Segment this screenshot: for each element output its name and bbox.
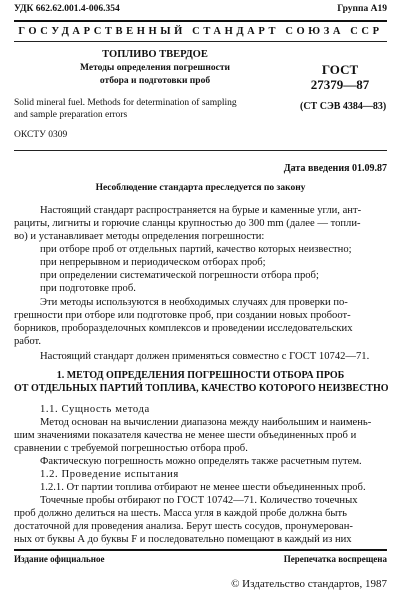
body-line: Настоящий стандарт должен применяться совместно с ГОСТ 10742—71. bbox=[40, 351, 370, 362]
body-line: грешности при отборе или подготовке проб, при создании новых пробоот- bbox=[14, 310, 351, 321]
body-line: при непрерывном и периодическом отборах проб; bbox=[40, 257, 266, 268]
section-line: сравнении с требуемой погрешностью отбора проб. bbox=[14, 443, 248, 454]
body-line: при определении систематической погрешности отбора проб; bbox=[40, 270, 319, 281]
official-edition-note: Издание официальное bbox=[14, 554, 105, 564]
date-of-introduction: Дата введения 01.09.87 bbox=[283, 163, 387, 174]
gost-label: ГОСТ bbox=[321, 62, 359, 77]
banner-rule bbox=[14, 41, 387, 42]
document-subtitle-2: отбора и подготовки проб bbox=[99, 76, 211, 86]
section-1-heading-2: ОТ ОТДЕЛЬНЫХ ПАРТИЙ ТОПЛИВА, КАЧЕСТВО КОТОРОГО НЕИЗВЕСТНО bbox=[14, 383, 389, 394]
body-line: при подготовке проб. bbox=[40, 283, 136, 294]
okstu-code: ОКСТУ 0309 bbox=[14, 130, 68, 140]
english-title-1: Solid mineral fuel. Methods for determination of sampling bbox=[14, 98, 237, 108]
subsection-heading: 1.1. Сущность метода bbox=[40, 404, 150, 415]
section-line: достаточной для проведения анализа. Берут шесть сосудов, пронумерован- bbox=[14, 521, 353, 532]
gost-number: 27379—87 bbox=[310, 77, 370, 92]
copyright-notice: © Издательство стандартов, 1987 bbox=[231, 578, 387, 590]
section-line: 1.2.1. От партии топлива отбирают не менее шести объединенных проб. bbox=[40, 482, 366, 493]
section-line: Фактическую погрешность можно определять также расчетным путем. bbox=[40, 456, 362, 467]
state-standard-banner: ГОСУДАРСТВЕННЫЙ СТАНДАРТ СОЮЗА ССР bbox=[18, 26, 383, 37]
body-line: работ. bbox=[14, 336, 42, 347]
footer-rule bbox=[14, 549, 387, 551]
group-code: Группа А19 bbox=[337, 4, 387, 14]
english-title-2: and sample preparation errors bbox=[14, 110, 128, 120]
document-title: ТОПЛИВО ТВЕРДОЕ bbox=[102, 49, 208, 60]
document-subtitle-1: Методы определения погрешности bbox=[80, 63, 230, 73]
udk-code: УДК 662.62.001.4-006.354 bbox=[14, 4, 120, 14]
body-line: борников, проборазделочных комплексов и проведении исследовательских bbox=[14, 323, 353, 334]
body-line: рациты, лигниты и горючие сланцы крупностью до 300 mm (далее — топли- bbox=[14, 218, 361, 229]
section-1-heading-1: 1. МЕТОД ОПРЕДЕЛЕНИЯ ПОГРЕШНОСТИ ОТБОРА ПРОБ bbox=[56, 370, 345, 381]
section-line: шим значениями показателя качества не менее шести объединенных проб и bbox=[14, 430, 357, 441]
title-rule bbox=[14, 150, 387, 151]
body-line: при отборе проб от отдельных партий, качество которых неизвестно; bbox=[40, 244, 352, 255]
body-line: Настоящий стандарт распространяется на бурые и каменные угли, ант- bbox=[40, 205, 362, 216]
reprint-prohibited-note: Перепечатка воспрещена bbox=[283, 554, 387, 564]
section-line: проб должно делиться на шесть. Масса угля в каждой пробе должна быть bbox=[14, 508, 347, 519]
body-line: во) и устанавливает методы определения погрешности: bbox=[14, 231, 265, 242]
header-rule bbox=[14, 20, 387, 22]
section-line: Метод основан на вычислении диапазона между наибольшим и наимень- bbox=[40, 417, 372, 428]
body-line: Эти методы используются в необходимых случаях для проверки по- bbox=[40, 297, 348, 308]
section-line: Точечные пробы отбирают по ГОСТ 10742—71. Количество точечных bbox=[40, 495, 358, 506]
law-notice: Несоблюдение стандарта преследуется по закону bbox=[95, 183, 306, 193]
subsection-heading: 1.2. Проведение испытания bbox=[40, 469, 179, 480]
st-sev-reference: (СТ СЭВ 4384—83) bbox=[300, 101, 387, 112]
section-line: ных от буквы А до буквы F и последовательно помещают в каждый из них bbox=[14, 534, 352, 545]
